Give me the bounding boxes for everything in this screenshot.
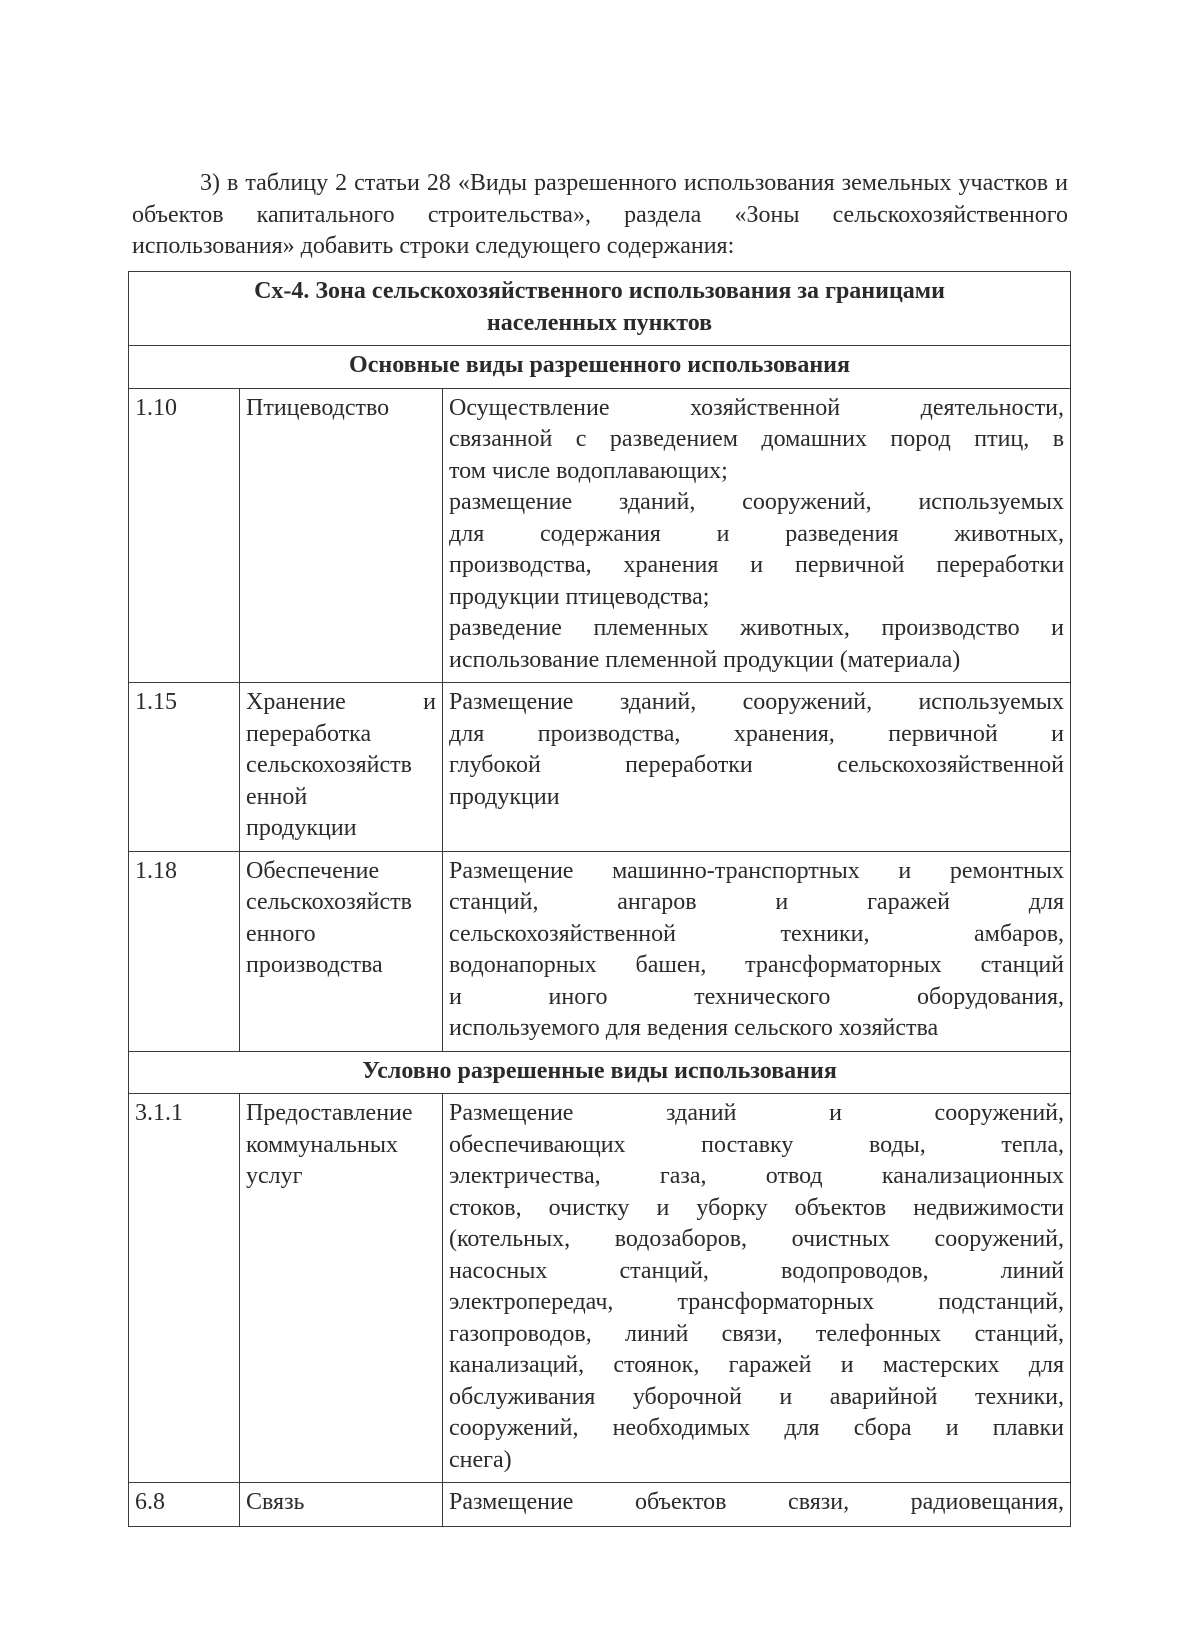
zone-title	[129, 272, 1071, 346]
row-description-line: водонапорных башен, трансформаторных станций	[449, 952, 1065, 978]
row-description-line: обеспечивающих поставку воды, тепла,	[449, 1131, 1065, 1158]
row-name-line: енного	[246, 920, 316, 947]
row-description-line: продукции	[449, 783, 560, 810]
row-description-line: связанной с разведением домашних пород птиц, в	[449, 426, 1065, 452]
row-description-line: Размещение машинно-транспортных и ремонтных	[449, 857, 1065, 884]
row-description-line: Осуществление хозяйственной деятельности,	[449, 394, 1065, 421]
row-code: 6.8	[129, 1483, 240, 1527]
row-description	[443, 683, 1071, 852]
row-description-line: Размещение зданий и сооружений,	[449, 1100, 1065, 1126]
row-description-line: размещение зданий, сооружений, используемых	[449, 489, 1065, 515]
zone-title-line1: Сх-4. Зона сельскохозяйственного использования за границами	[254, 278, 945, 304]
row-description	[443, 1483, 1071, 1527]
table-row	[129, 683, 1071, 852]
row-description-line: и иного технического оборудования,	[449, 983, 1065, 1010]
zone-table	[128, 271, 1071, 1527]
row-name-line: енной	[246, 783, 308, 810]
row-name	[240, 388, 443, 683]
zone-title-line2: населенных пунктов	[486, 309, 713, 336]
row-description-line: используемого для ведения сельского хозяйства	[449, 1015, 939, 1041]
section-header-row	[129, 1051, 1071, 1094]
row-description-line: продукции птицеводства;	[449, 583, 710, 610]
row-name	[240, 1094, 443, 1483]
row-name-line: Птицеводство	[246, 394, 390, 421]
row-description-line: для содержания и разведения животных,	[449, 520, 1065, 547]
row-name-line: производства	[246, 952, 383, 978]
row-name-line: сельскохозяйств	[246, 889, 412, 915]
row-description-line: для производства, хранения, первичной и	[449, 720, 1065, 747]
row-description-line: снега)	[449, 1446, 512, 1473]
row-code: 1.15	[129, 683, 240, 852]
row-description	[443, 388, 1071, 683]
row-description-line: газопроводов, линий связи, телефонных станций,	[449, 1320, 1065, 1347]
row-code: 1.18	[129, 851, 240, 1051]
row-description-line: электричества, газа, отвод канализационных	[449, 1163, 1065, 1189]
row-description-line: стоков, очистку и уборку объектов недвижимости	[449, 1194, 1065, 1221]
row-name	[240, 851, 443, 1051]
table-row	[129, 1483, 1071, 1527]
section-main-header: Основные виды разрешенного использования	[129, 346, 1071, 389]
row-code: 1.10	[129, 388, 240, 683]
row-name	[240, 683, 443, 852]
row-description-line: том числе водоплавающих;	[449, 457, 728, 484]
row-description-line: сельскохозяйственной техники, амбаров,	[449, 920, 1065, 947]
row-name-line: Обеспечение	[246, 857, 380, 884]
row-description-line: станций, ангаров и гаражей для	[449, 889, 1065, 915]
row-description-line: разведение племенных животных, производство и	[449, 615, 1065, 641]
row-name-line: Предоставление	[246, 1100, 413, 1126]
row-description-line: производства, хранения и первичной переработки	[449, 552, 1065, 578]
row-name-line: услуг	[246, 1163, 303, 1189]
intro-paragraph: 3) в таблицу 2 статьи 28 «Виды разрешенного использования земельных участков и объектов капитального строительства», раздела «Зоны сельскохозяйственного использования» добавить строки следующего содержания:	[132, 170, 1068, 259]
row-description-line: Размещение зданий, сооружений, используемых	[449, 689, 1065, 715]
row-description-line: сооружений, необходимых для сбора и плавки	[449, 1415, 1065, 1441]
row-description	[443, 1094, 1071, 1483]
row-name	[240, 1483, 443, 1527]
row-name-line: переработка	[246, 720, 372, 747]
row-description	[443, 851, 1071, 1051]
row-description-line: электропередач, трансформаторных подстанций,	[449, 1289, 1065, 1315]
row-description-line: (котельных, водозаборов, очистных сооружений,	[449, 1226, 1065, 1252]
row-name-line: сельскохозяйств	[246, 752, 412, 778]
section-header-row	[129, 346, 1071, 389]
row-description-line: обслуживания уборочной и аварийной техники,	[449, 1383, 1065, 1410]
row-description-line: Размещение объектов связи, радиовещания,	[449, 1489, 1065, 1515]
table-row	[129, 388, 1071, 683]
table-title-row	[129, 272, 1071, 346]
row-name-line: Хранение и	[246, 689, 436, 715]
section-conditional-header: Условно разрешенные виды использования	[129, 1051, 1071, 1094]
table-row	[129, 851, 1071, 1051]
row-description-line: глубокой переработки сельскохозяйственной	[449, 752, 1065, 778]
row-code: 3.1.1	[129, 1094, 240, 1483]
row-description-line: канализаций, стоянок, гаражей и мастерских для	[449, 1352, 1065, 1378]
row-name-line: продукции	[246, 815, 357, 841]
table-row	[129, 1094, 1071, 1483]
row-description-line: насосных станций, водопроводов, линий	[449, 1257, 1065, 1284]
row-name-line: коммунальных	[246, 1131, 398, 1158]
row-description-line: использование племенной продукции (материала)	[449, 646, 961, 673]
row-name-line: Связь	[246, 1489, 305, 1515]
